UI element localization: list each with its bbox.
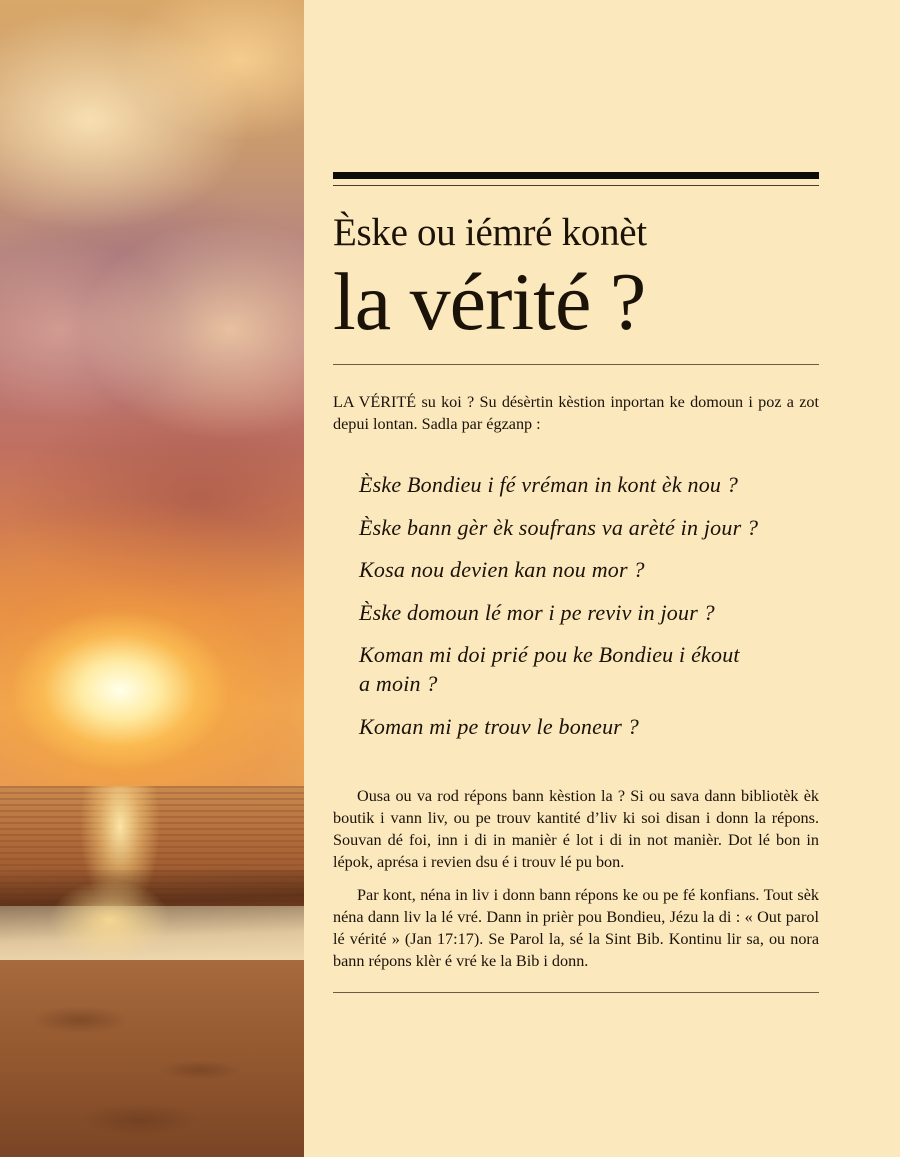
title-line-2: la vérité ? (333, 256, 646, 347)
body-paragraph: Par kont, néna in liv i donn bann répons ke ou pe fé konfians. Tout sèk néna dann liv la lé vré. Dann in prièr pou Bondieu, Jézu la di : « Out parol lé vérité » (Jan 17:17). Se Parol la, sé la Sint Bib. Kontinu lir sa, ou nora bann répons klèr é vré ke la Bib i donn. (333, 886, 819, 970)
sunset-beach-photo (0, 0, 304, 1157)
photo-sky (0, 0, 304, 786)
body-text (333, 785, 819, 983)
question-item: Èske bann gèr èk soufrans va arèté in jour ? (359, 514, 759, 540)
question-list (359, 470, 819, 754)
title-line-1: Èske ou iémré konèt (333, 211, 647, 254)
intro-paragraph: LA VÉRITÉ su koi ? Su désèrtin kèstion inportan ke domoun i poz a zot depui lontan. Sadla par égzanp : (333, 393, 819, 433)
header-rule-thin (333, 185, 819, 186)
body-paragraph: Ousa ou va rod répons bann kèstion la ? Si ou sava dann bibliotèk èk boutik i vann liv, ou pe trouv kantité d’liv ki soi disan i donn la répons. Souvan dé foi, inn i di in manièr é lot i di in not manièr. Dot lé bon in lépok, aprésa i revien dsu é i trouv lé pu bon. (333, 787, 819, 871)
photo-sand (0, 960, 304, 1157)
question-item: Koman mi pe trouv le boneur ? (359, 713, 639, 739)
title-divider (333, 364, 819, 365)
question-item: Èske domoun lé mor i pe reviv in jour ? (359, 599, 715, 625)
footer-rule (333, 992, 819, 993)
question-item: Kosa nou devien kan nou mor ? (359, 557, 645, 582)
question-item: Èske Bondieu i fé vréman in kont èk nou ? (359, 472, 739, 497)
question-item: Koman mi doi prié pou ke Bondieu i ékout a moin ? (359, 642, 740, 696)
header-rule-thick (333, 172, 819, 179)
